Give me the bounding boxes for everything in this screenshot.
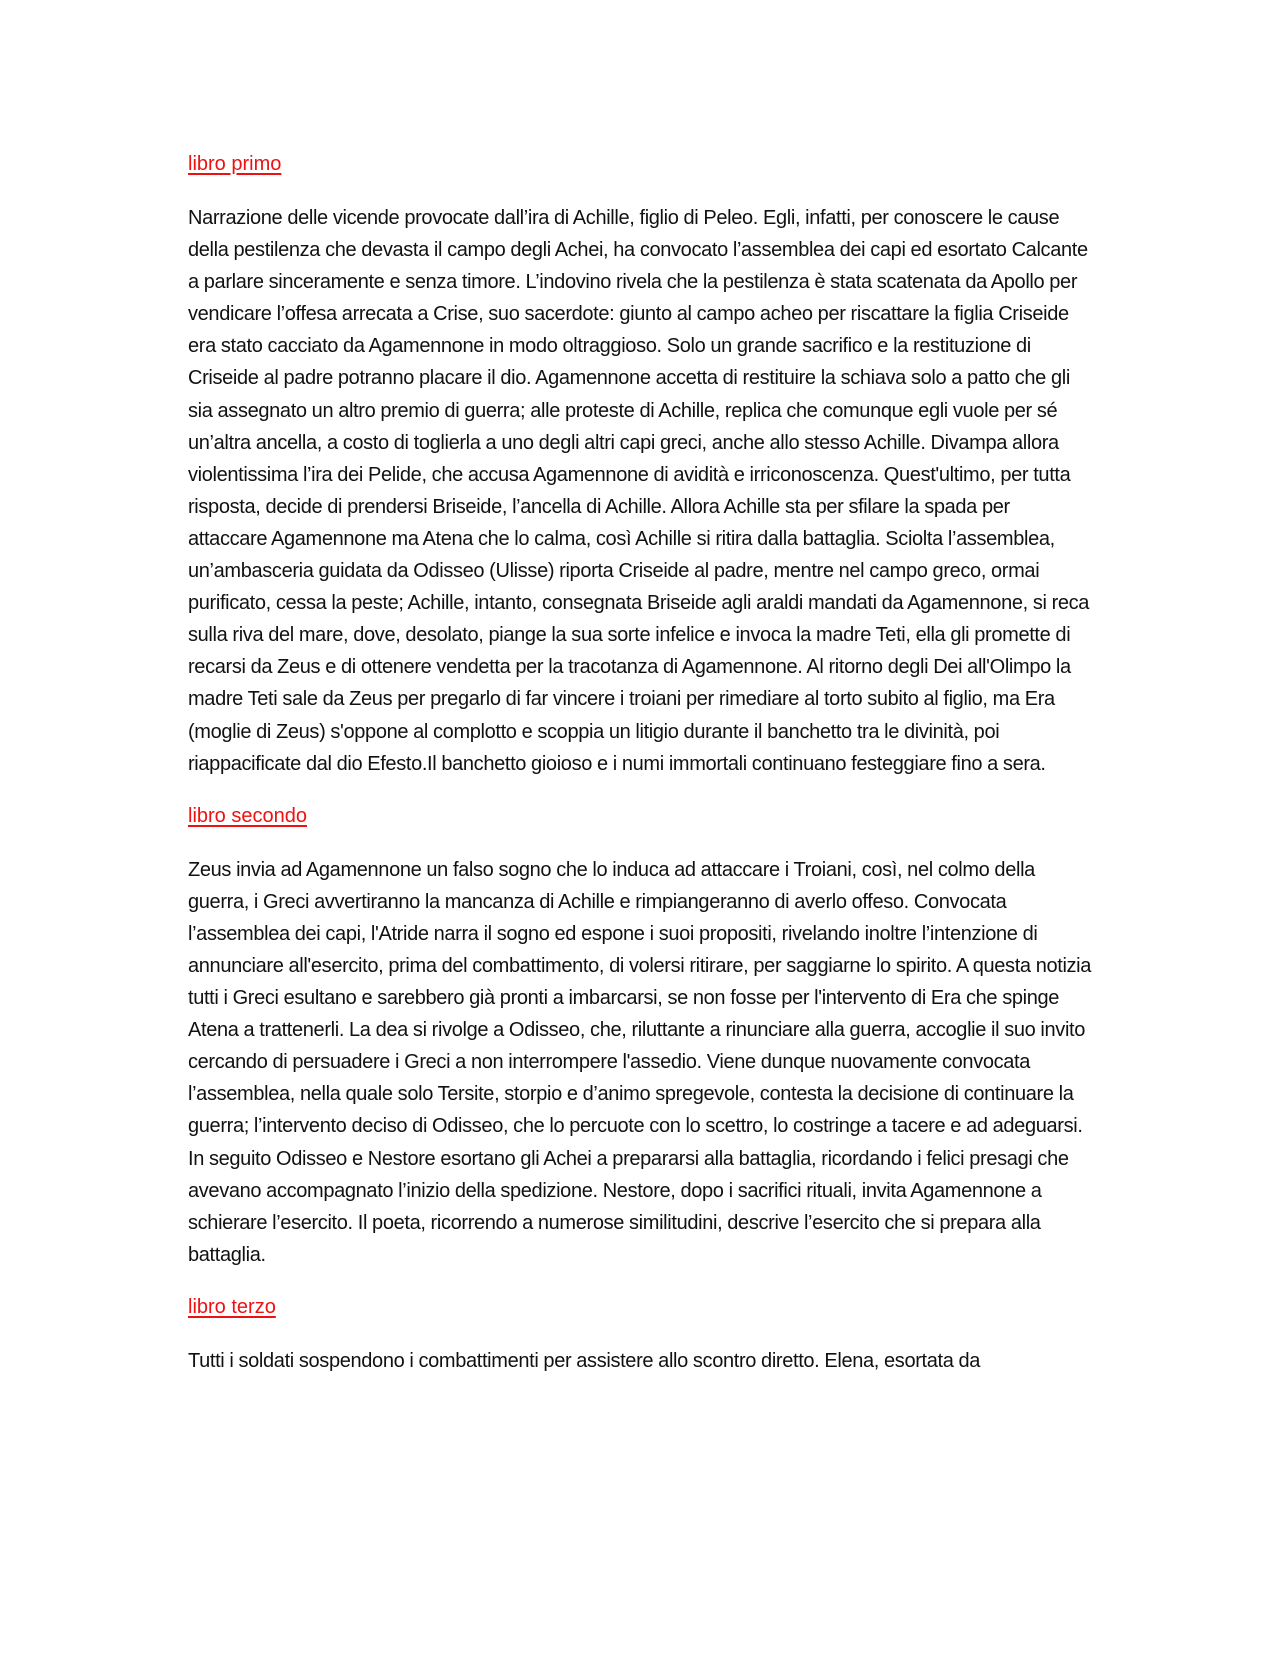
section-libro-terzo [188, 1291, 1093, 1377]
section-libro-secondo [188, 800, 1093, 1271]
section-paragraph: Tutti i soldati sospendono i combattimenti per assistere allo scontro diretto. Elena, esortata da [188, 1349, 981, 1372]
section-libro-primo [188, 148, 1093, 780]
section-heading-link[interactable]: libro terzo [188, 1295, 276, 1318]
section-paragraph: Zeus invia ad Agamennone un falso sogno che lo induca ad attaccare i Troiani, così, nel colmo della guerra, i Greci avvertiranno la mancanza di Achille e rimpiangeranno di averlo offeso. Convocata l’assemblea dei capi, l'Atride narra il sogno ed espone i suoi propositi, rivelando inoltre l’intenzione di annunciare all'esercito, prima del combattimento, di volersi ritirare, per saggiarne lo spirito. A questa notizia tutti i Greci esultano e sarebbero già pronti a imbarcarsi, se non fosse per l'intervento di Era che spinge Atena a trattenerli. La dea si rivolge a Odisseo, che, riluttante a rinunciare alla guerra, accoglie il suo invito cercando di persuadere i Greci a non interrompere l'assedio. Viene dunque nuovamente convocata l’assemblea, nella quale solo Tersite, storpio e d’animo spregevole, contesta la decisione di continuare la guerra; l’intervento deciso di Odisseo, che lo percuote con lo scettro, lo costringe a tacere e ad adeguarsi. In seguito Odisseo e Nestore esortano gli Achei a prepararsi alla battaglia, ricordando i felici presagi che avevano accompagnato l’inizio della spedizione. Nestore, dopo i sacrifici rituali, invita Agamennone a schierare l’esercito. Il poeta, ricorrendo a numerose similitudini, descrive l’esercito che si prepara alla battaglia. [188, 858, 1092, 1266]
section-paragraph: Narrazione delle vicende provocate dall’ira di Achille, figlio di Peleo. Egli, infatti, per conoscere le cause della pestilenza che devasta il campo degli Achei, ha convocato l’assemblea dei capi ed esortato Calcante a parlare sinceramente e senza timore. L’indovino rivela che la pestilenza è stata scatenata da Apollo per vendicare l’offesa arrecata a Crise, suo sacerdote: giunto al campo acheo per riscattare la figlia Criseide era stato cacciato da Agamennone in modo oltraggioso. Solo un grande sacrifico e la restituzione di Criseide al padre potranno placare il dio. Agamennone accetta di restituire la schiava solo a patto che gli sia assegnato un altro premio di guerra; alle proteste di Achille, replica che comunque egli vuole per sé un’altra ancella, a costo di toglierla a uno degli altri capi greci, anche allo stesso Achille. Divampa allora violentissima l’ira dei Pelide, che accusa Agamennone di avidità e irriconoscenza. Quest'ultimo, per tutta risposta, decide di prendersi Briseide, l’ancella di Achille. Allora Achille sta per sfilare la spada per attaccare Agamennone ma Atena che lo calma, così Achille si ritira dalla battaglia. Sciolta l’assemblea, un’ambasceria guidata da Odisseo (Ulisse) riporta Criseide al padre, mentre nel campo greco, ormai purificato, cessa la peste; Achille, intanto, consegnata Briseide agli araldi mandati da Agamennone, si reca sulla riva del mare, dove, desolato, piange la sua sorte infelice e invoca la madre Teti, ella gli promette di recarsi da Zeus e di ottenere vendetta per la tracotanza di Agamennone. Al ritorno degli Dei all'Olimpo la madre Teti sale da Zeus per pregarlo di far vincere i troiani per rimediare al torto subito al figlio, ma Era (moglie di Zeus) s'oppone al complotto e scoppia un litigio durante il banchetto tra le divinità, poi riappacificate dal dio Efesto.Il banchetto gioioso e i numi immortali continuano festeggiare fino a sera. [188, 207, 1090, 775]
document-page [188, 148, 1093, 1397]
section-heading-link[interactable]: libro primo [188, 153, 282, 175]
section-heading-link[interactable]: libro secondo [188, 804, 307, 827]
